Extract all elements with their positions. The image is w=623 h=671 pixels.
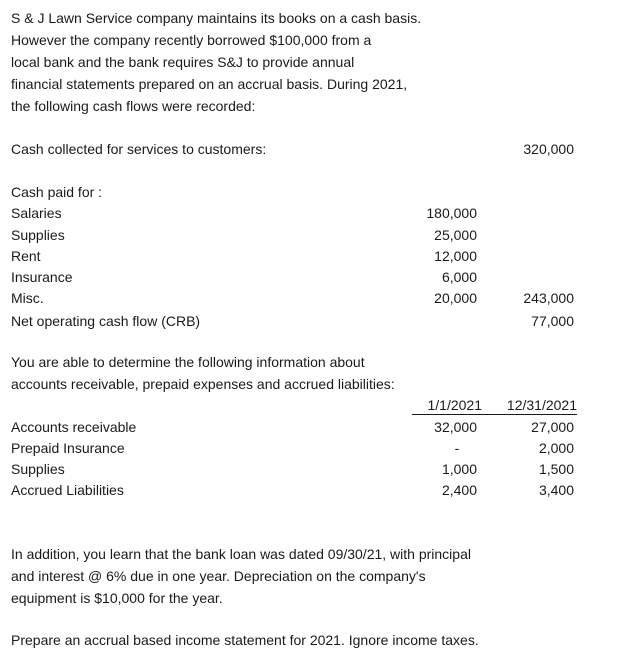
balances-row-start: 2,400 xyxy=(441,482,477,498)
balances-row-label: Supplies xyxy=(11,461,65,477)
balances-header-start: 1/1/2021 xyxy=(412,396,482,415)
addition-line: equipment is $10,000 for the year. xyxy=(11,590,223,606)
cash-paid-item-value: 20,000 xyxy=(434,290,477,306)
instruction-text: Prepare an accrual based income statement for 2021. Ignore income taxes. xyxy=(11,632,479,648)
balances-row-end: 2,000 xyxy=(538,440,574,456)
balances-row-label: Accrued Liabilities xyxy=(11,482,124,498)
cash-paid-heading: Cash paid for : xyxy=(11,184,103,200)
info-intro-line: accounts receivable, prepaid expenses and accrued liabilities: xyxy=(11,376,395,392)
balances-row-label: Prepaid Insurance xyxy=(11,440,125,456)
balances-row-start: - xyxy=(454,440,460,456)
balances-row-end: 1,500 xyxy=(538,461,574,477)
addition-line: In addition, you learn that the bank loan was dated 09/30/21, with principal xyxy=(11,546,471,562)
net-operating-value: 77,000 xyxy=(531,313,574,329)
intro-line: financial statements prepared on an accrual basis. During 2021, xyxy=(11,76,408,92)
balances-header-end: 12/31/2021 xyxy=(482,396,577,415)
intro-line: However the company recently borrowed $100,000 from a xyxy=(11,32,372,48)
balances-row-start: 32,000 xyxy=(434,419,477,435)
intro-line: S & J Lawn Service company maintains its books on a cash basis. xyxy=(11,10,422,26)
cash-paid-total: 243,000 xyxy=(523,290,574,306)
balances-row-label: Accounts receivable xyxy=(11,419,137,435)
cash-paid-item-value: 25,000 xyxy=(434,227,477,243)
cash-collected-label: Cash collected for services to customers: xyxy=(11,141,267,157)
cash-paid-item-label: Rent xyxy=(11,248,41,264)
intro-line: local bank and the bank requires S&J to provide annual xyxy=(11,54,355,70)
addition-line: and interest @ 6% due in one year. Depreciation on the company's xyxy=(11,568,426,584)
net-operating-label: Net operating cash flow (CRB) xyxy=(11,313,201,329)
info-intro-line: You are able to determine the following information about xyxy=(11,354,365,370)
cash-paid-item-label: Salaries xyxy=(11,205,62,221)
balances-row-start: 1,000 xyxy=(441,461,477,477)
intro-line: the following cash flows were recorded: xyxy=(11,98,256,114)
cash-paid-item-label: Misc. xyxy=(11,290,44,306)
cash-paid-item-value: 12,000 xyxy=(434,248,477,264)
cash-paid-item-value: 6,000 xyxy=(441,269,477,285)
cash-collected-value: 320,000 xyxy=(523,141,574,157)
cash-paid-item-value: 180,000 xyxy=(426,205,477,221)
cash-paid-item-label: Supplies xyxy=(11,227,65,243)
balances-row-end: 3,400 xyxy=(538,482,574,498)
cash-paid-item-label: Insurance xyxy=(11,269,73,285)
balances-row-end: 27,000 xyxy=(531,419,574,435)
